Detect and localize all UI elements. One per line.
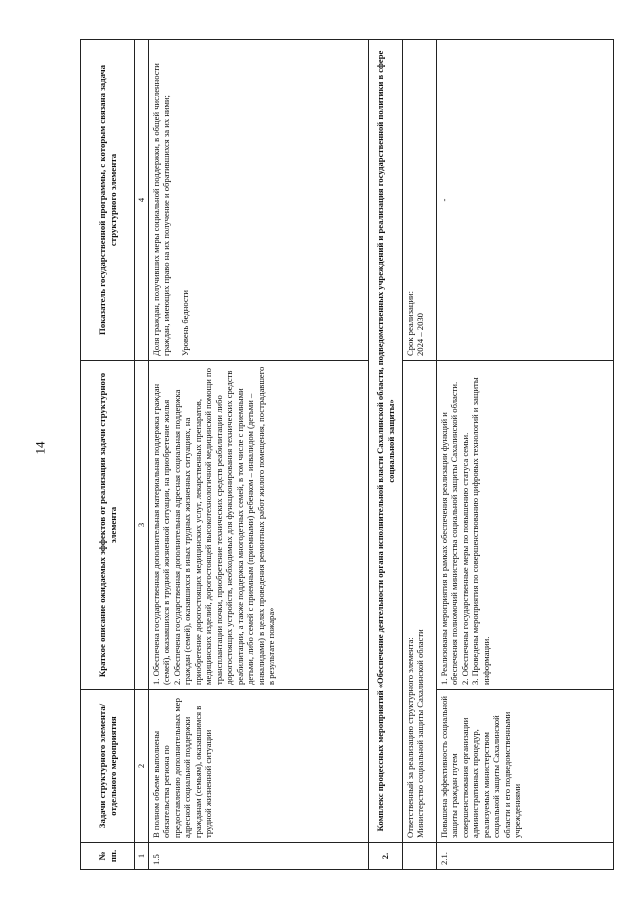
term-value: 2024 – 2030	[415, 313, 426, 356]
row-indicator	[149, 40, 369, 361]
row-number: 1.5	[149, 843, 369, 870]
description-item: 3. Проведены мероприятия по совершенствованию цифровых технологий и защиты информации.	[470, 377, 491, 685]
description-item: 2. Обеспечена государственная дополнительная адресная социальная поддержка граждан (семей), оказавшихся в иных трудных жизненных ситуациях, на приобретение дорогостоящих медицинских услуг, лекарственных препаратов, медицинских изделий, дорогостоящей высокотехнологичной медицинской помощи по трансплантации почки, приобретение технических средств реабилитации либо дорогостоящих устройств, необходимых для функционирования технических средств реабилитации, а также поддержка многодетных семей, в том числе с приемными детьми, либо семей с приемным (приемными) ребенком – инвалидом (детьми – инвалидами) в целях проведения ремонтных работ жилого помещения, пострадавшего в результате пожара»	[171, 366, 277, 685]
responsible-label: Ответственный за реализацию структурного элемента:	[405, 637, 415, 838]
page-number: 14	[32, 441, 48, 455]
program-table	[80, 39, 614, 870]
header-row	[81, 40, 135, 870]
header-description: Краткое описание ожидаемых эффектов от реализации задачи структурного элемента	[81, 361, 135, 690]
row-description	[149, 361, 369, 690]
column-number: 1	[135, 843, 149, 870]
row-task: В полном объеме выполнены обязательства региона по предоставлению дополнительных мер адресной социальной поддержки гражданам (семьям), оказавшимся в трудной жизненной ситуации	[149, 690, 369, 843]
responsible-row	[403, 40, 437, 870]
empty-cell	[403, 843, 437, 870]
description-item: 1. Реализованы мероприятия в рамках обеспечения реализации функций и обеспечения полномочий министерства социальной защиты Сахалинской области.	[439, 381, 460, 685]
row-description	[437, 361, 614, 690]
row-indicator: -	[437, 40, 614, 361]
responsible-org: Министерство социальной защиты Сахалинской области	[415, 629, 426, 838]
section-number: 2.	[369, 843, 403, 870]
header-indicator: Показатель государственной программы, с которым связана задача структурного элемента	[81, 40, 135, 361]
term-cell	[403, 40, 437, 361]
description-item: 2. Обеспечены государственные меры по повышению статуса семьи.	[459, 432, 470, 685]
header-num: № пп.	[81, 843, 135, 870]
header-tasks: Задачи структурного элемента/отдельного мероприятия	[81, 690, 135, 843]
column-number: 2	[135, 690, 149, 843]
column-number: 3	[135, 361, 149, 690]
table-row-1-5	[149, 40, 369, 870]
indicator-item: Доля граждан, получивших меры социальной поддержки, в общей численности граждан, имеющих право на их получение и обратившихся за их ними;	[151, 63, 172, 356]
description-item: 1. Обеспечена государственная дополнительная материальная поддержка граждан (семей), оказавшихся в трудной жизненной ситуации, на приобретение жилья	[151, 383, 172, 685]
term-label: Срок реализации:	[405, 290, 415, 356]
section-title: Комплекс процессных мероприятий «Обеспечение деятельности органа исполнительной власти Сахалинской области, подведомственных учреждений и реализация государственной политики в сфере социальной защиты»	[369, 40, 403, 843]
responsible-cell	[403, 361, 437, 843]
indicator-item: Уровень бедности	[179, 289, 190, 356]
row-number: 2.1.	[437, 843, 614, 870]
rotated-table-wrapper	[80, 40, 614, 870]
column-number: 4	[135, 40, 149, 361]
column-number-row	[135, 40, 149, 870]
table-row-2-1	[437, 40, 614, 870]
row-task: Повышена эффективность социальной защиты граждан путем совершенствования организации административных процедур, реализуемых министерством социальной защиты Сахалинской области и его подведомственными учреждениями	[437, 690, 614, 843]
section-2-row	[369, 40, 403, 870]
